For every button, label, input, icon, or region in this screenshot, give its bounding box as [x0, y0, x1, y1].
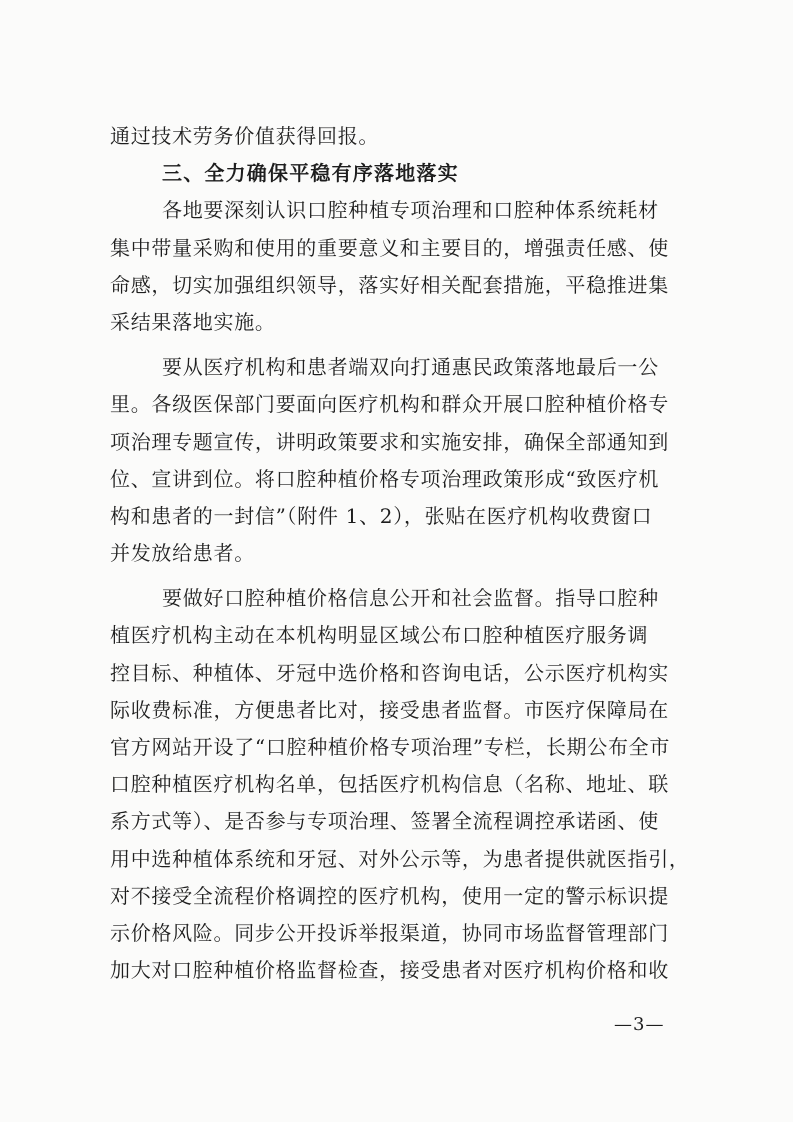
paragraph-line: 集中带量采购和使用的重要意义和主要目的，增强责任感、使 — [110, 235, 669, 260]
paragraph-line: 要做好口腔种植价格信息公开和社会监督。指导口腔种 — [162, 586, 659, 611]
paragraph-line: 官方网站开设了“口腔种植价格专项治理”专栏，长期公布全市 — [110, 735, 671, 759]
paragraph-line: 命感，切实加强组织领导，落实好相关配套措施，平稳推进集 — [110, 272, 669, 297]
paragraph-line: 用中选种植体系统和牙冠、对外公示等，为患者提供就医指引， — [110, 846, 690, 871]
paragraph-line: 并发放给患者。 — [110, 541, 255, 566]
paragraph-line: 加大对口腔种植价格监督检查，接受患者对医疗机构价格和收 — [110, 958, 669, 983]
paragraph-line-continuation: 通过技术劳务价值获得回报。 — [110, 124, 380, 148]
document-body — [110, 118, 690, 989]
paragraph-line: 对不接受全流程价格调控的医疗机构，使用一定的警示标识提 — [110, 883, 669, 908]
paragraph-line: 构和患者的一封信”（附件 1、2），张贴在医疗机构收费窗口 — [110, 503, 653, 528]
paragraph-line: 控目标、种植体、牙冠中选价格和咨询电话，公示医疗机构实 — [110, 660, 669, 685]
page-number: —3— — [614, 1014, 665, 1035]
paragraph-line: 里。各级医保部门要面向医疗机构和群众开展口腔种植价格专 — [110, 392, 669, 417]
paragraph-line: 采结果落地实施。 — [110, 309, 276, 334]
paragraph-line: 植医疗机构主动在本机构明显区域公布口腔种植医疗服务调 — [110, 623, 649, 648]
paragraph-line: 位、宣讲到位。将口腔种植价格专项治理政策形成“致医疗机 — [110, 466, 660, 491]
paragraph-line: 项治理专题宣传，讲明政策要求和实施安排，确保全部通知到 — [110, 429, 669, 454]
section-heading: 三、全力确保平稳有序落地落实 — [162, 161, 459, 186]
paragraph-line: 要从医疗机构和患者端双向打通惠民政策落地最后一公 — [162, 355, 659, 380]
paragraph-line: 示价格风险。同步公开投诉举报渠道，协同市场监督管理部门 — [110, 920, 669, 945]
paragraph-line: 际收费标准，方便患者比对，接受患者监督。市医疗保障局在 — [110, 697, 669, 722]
paragraph-line: 各地要深刻认识口腔种植专项治理和口腔种体系统耗材 — [162, 198, 659, 223]
paragraph-line: 系方式等）、是否参与专项治理、签署全流程调控承诺函、使 — [110, 809, 659, 834]
paragraph-line: 口腔种植医疗机构名单，包括医疗机构信息（名称、地址、联 — [110, 772, 669, 797]
